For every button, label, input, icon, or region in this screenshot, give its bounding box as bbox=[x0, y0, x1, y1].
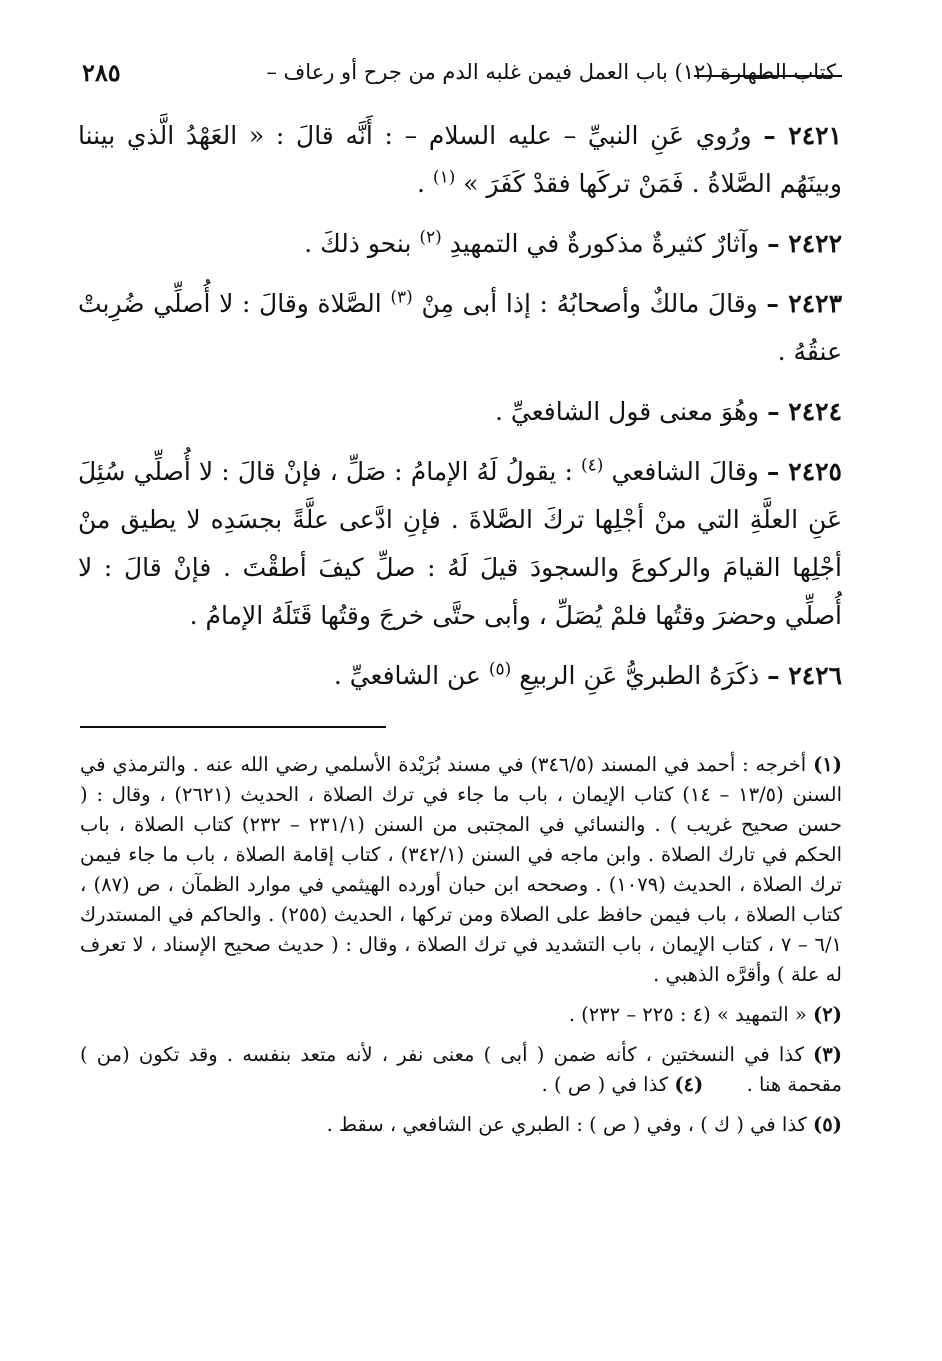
paragraph-text: . bbox=[417, 169, 433, 198]
footnotes bbox=[80, 750, 842, 1150]
page-number: ٢٨٥ bbox=[82, 57, 121, 87]
paragraph-text: ورُوي عَنِ النبيِّ – عليه السلام – : أَنَّه قالَ : « العَهْدُ الَّذي بيننا وبينَهُم الصَّلاةُ . فَمَنْ تركَها فقدْ كَفَرَ » bbox=[78, 121, 842, 198]
footnote-marker: (٥) bbox=[813, 1113, 842, 1136]
page-header bbox=[82, 52, 836, 92]
header-rule bbox=[694, 75, 842, 77]
footnote-ref: (٢) bbox=[419, 227, 442, 248]
footnote-1 bbox=[80, 750, 842, 990]
footnote-ref: (٤) bbox=[580, 455, 604, 476]
footnote-ref: (١) bbox=[432, 167, 456, 188]
footnote-text: كذا في ( ك ) ، وفي ( ص ) : الطبري عن الشافعي ، سقط . bbox=[326, 1113, 814, 1136]
paragraph-text: وقالَ مالكٌ وأصحابُهُ : إذا أبى مِنْ bbox=[412, 289, 767, 318]
footnote-marker: (١) bbox=[813, 753, 843, 776]
footnote-2 bbox=[80, 1000, 842, 1030]
paragraph-2423 bbox=[78, 280, 842, 376]
paragraph-number: ٢٤٢٤ – bbox=[767, 397, 842, 426]
footnote-ref: (٥) bbox=[488, 659, 512, 680]
paragraph-text: ذكَرَهُ الطبريُّ عَنِ الربيعِ bbox=[511, 661, 768, 690]
paragraph-2424 bbox=[78, 388, 842, 436]
footnote-text: « التمهيد » (٤ : ٢٢٥ – ٢٣٢) . bbox=[568, 1003, 814, 1026]
paragraph-number: ٢٤٢٥ – bbox=[766, 457, 842, 486]
main-text bbox=[78, 112, 842, 712]
footnote-ref: (٣) bbox=[390, 287, 413, 308]
footnote-marker: (٢) bbox=[813, 1003, 842, 1026]
paragraph-text: وهُوَ معنى قول الشافعيِّ . bbox=[495, 397, 768, 426]
footnote-marker: (٤) bbox=[674, 1073, 704, 1096]
footnote-text: كذا في النسختين ، كأنه ضمن ( أبى ) معنى نفر ، لأنه متعد بنفسه . وقد تكون (من ) مقحمة هنا . bbox=[80, 1043, 842, 1096]
paragraph-2426 bbox=[78, 652, 842, 700]
footnote-5 bbox=[80, 1110, 842, 1140]
footnote-text: أخرجه : أحمد في المسند (٣٤٦/٥) في مسند بُرَيْدة الأسلمي رضي الله عنه . والترمذي في السنن (١٣/٥ – ١٤) كتاب الإيمان ، باب ما جاء في ترك الصلاة ، الحديث (٢٦٢١) ، وقال : ( حسن صحيح غريب ) . والنسائي في المجتبى من السنن (٢٣١/١ – ٢٣٢) كتاب الصلاة ، باب الحكم في تارك الصلاة . وابن ماجه في السنن (٣٤٢/١) ، كتاب إقامة الصلاة ، باب ما جاء فيمن ترك الصلاة ، الحديث (١٠٧٩) . وصححه ابن حبان أورده الهيثمي في موارد الظمآن ، ص (٨٧) ، كتاب الصلاة ، باب فيمن حافظ على الصلاة ومن تركها ، الحديث (٢٥٥) . والحاكم في المستدرك ٦/١ – ٧ ، كتاب الإيمان ، باب التشديد في ترك الصلاة ، وقال : ( حديث صحيح الإسناد ، لا تعرف له علة ) وأقرَّه الذهبي . bbox=[80, 753, 843, 986]
paragraph-text: : يقولُ لَهُ الإمامُ : صَلِّ ، فإنْ قالَ : لا أُصلِّي سُئِلَ عَنِ العلَّةِ التي منْ أجْلِها تركَ الصَّلاةَ . فإنِ ادَّعى علَّةً بجسَدِه لا يطيق منْ أجْلِها القيامَ والركوعَ والسجودَ قيلَ لَهُ : صلِّ كيفَ أطقْتَ . فإنْ قالَ : لا أُصلِّي وحضرَ وقتُها فلمْ يُصَلِّ ، وأبى حتَّى خرجَ وقتُها قَتَلَهُ الإمامُ . bbox=[78, 457, 842, 630]
paragraph-text: عن الشافعيِّ . bbox=[333, 661, 489, 690]
paragraph-2421 bbox=[78, 112, 842, 208]
paragraph-2425 bbox=[78, 448, 842, 640]
footnote-text: كذا في ( ص ) . bbox=[541, 1073, 675, 1096]
paragraph-number: ٢٤٢١ – bbox=[763, 121, 842, 150]
running-title: كتاب الطهارة (١٢) باب العمل فيمن غلبه الدم من جرح أو رعاف – bbox=[266, 60, 836, 84]
footnote-3 bbox=[80, 1040, 842, 1100]
footnote-marker: (٣) bbox=[813, 1043, 842, 1066]
paragraph-number: ٢٤٢٣ – bbox=[766, 289, 843, 318]
paragraph-number: ٢٤٢٦ – bbox=[767, 661, 842, 690]
footnote-separator bbox=[80, 726, 386, 728]
paragraph-text: بنحو ذلكَ . bbox=[304, 229, 420, 258]
paragraph-number: ٢٤٢٢ – bbox=[767, 229, 842, 258]
paragraph-2422 bbox=[78, 220, 842, 268]
paragraph-text: الصَّلاة وقالَ : لا أُصلِّي ضُرِبتْ عنقُهُ . bbox=[78, 289, 842, 366]
paragraph-text: وقالَ الشافعي bbox=[603, 457, 767, 486]
paragraph-text: وآثارٌ كثيرةٌ مذكورةٌ في التمهيدِ bbox=[441, 229, 768, 258]
